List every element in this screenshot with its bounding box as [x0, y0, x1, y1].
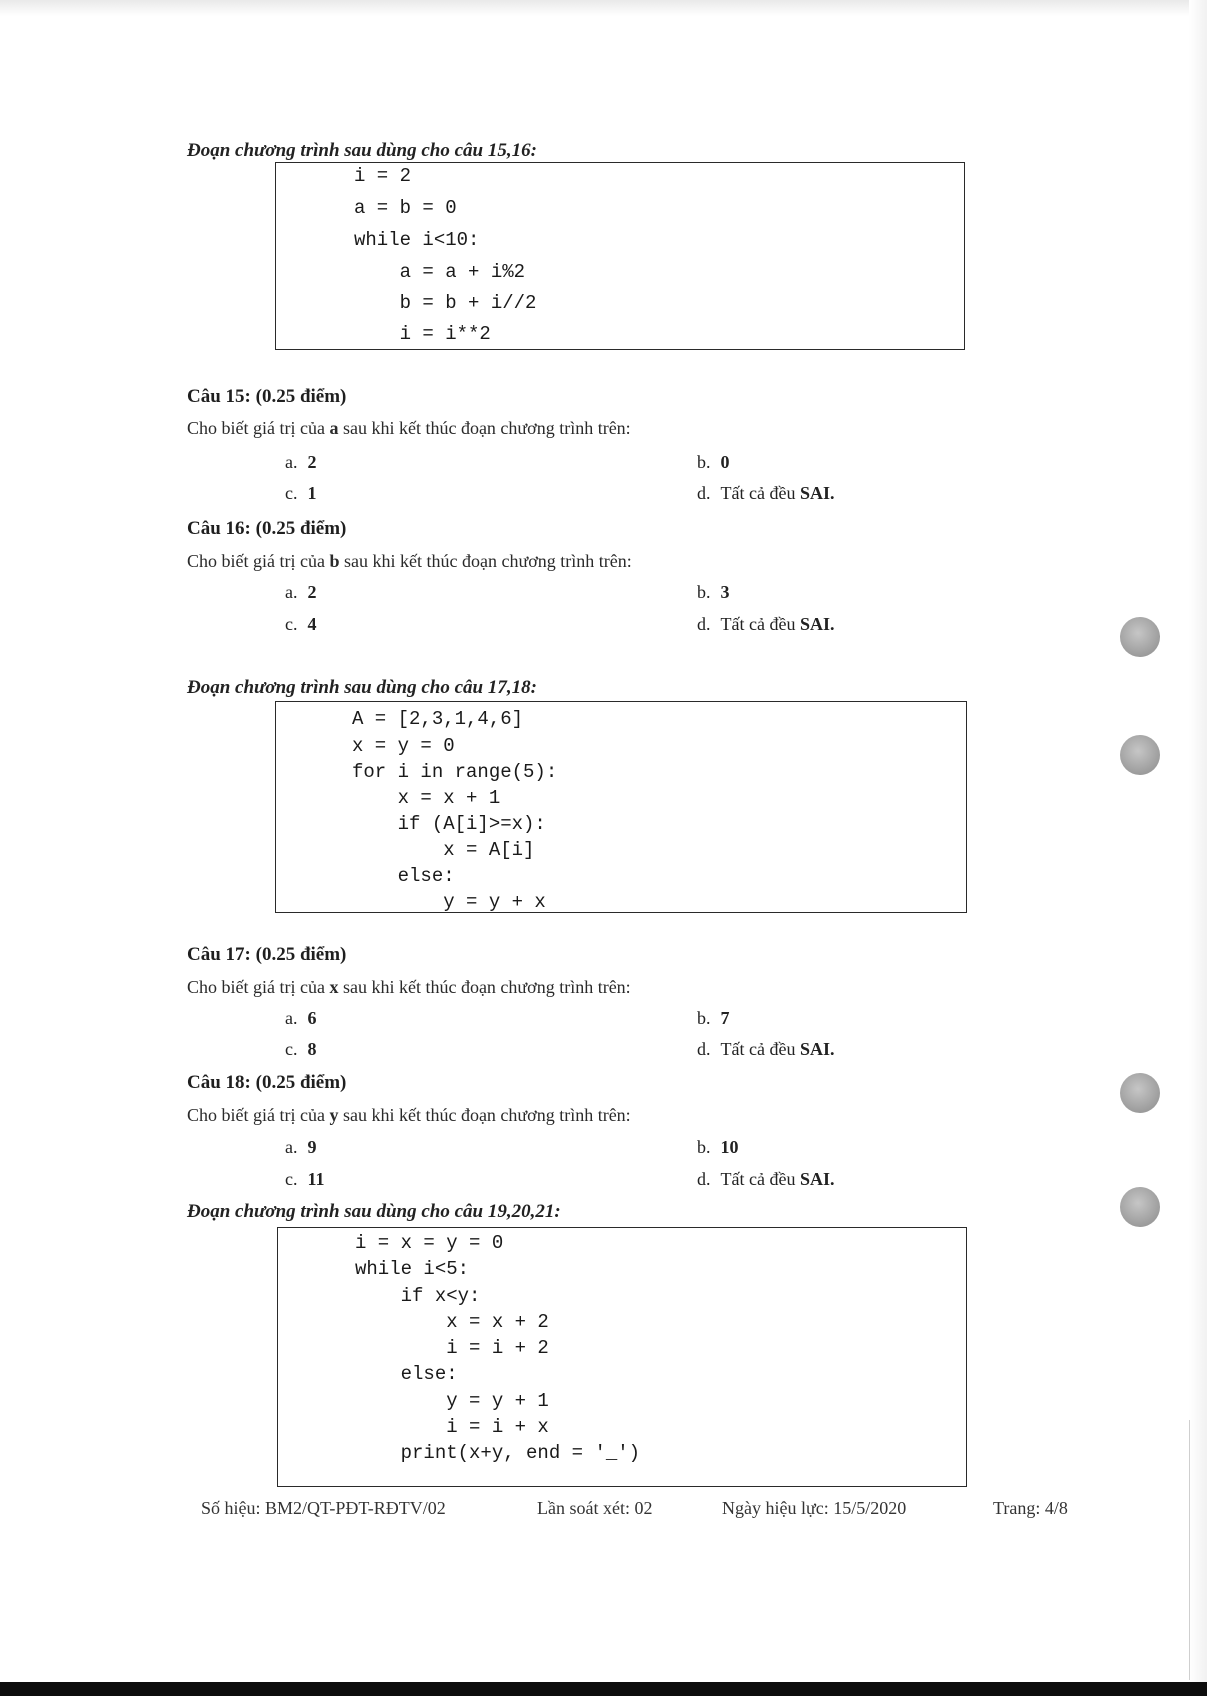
- code-line: print(x+y, end = '_'): [355, 1442, 641, 1464]
- code-line: x = x + 1: [352, 787, 501, 809]
- option-c: c. 11: [285, 1169, 325, 1189]
- code-line: i = x = y = 0: [355, 1232, 504, 1254]
- option-a: a. 6: [285, 1008, 317, 1028]
- question-prompt: Cho biết giá trị của y sau khi kết thúc đoạn chương trình trên:: [187, 1105, 631, 1125]
- option-c: c. 8: [285, 1039, 317, 1059]
- question-prompt: Cho biết giá trị của a sau khi kết thúc đoạn chương trình trên:: [187, 418, 631, 438]
- code-line: a = b = 0: [354, 197, 457, 219]
- scan-bottom-border: [0, 1682, 1207, 1696]
- code-line: while i<5:: [355, 1258, 470, 1280]
- punch-hole: [1120, 735, 1160, 775]
- code-line: i = i + x: [355, 1416, 549, 1438]
- code-line: x = A[i]: [352, 839, 535, 861]
- punch-hole: [1120, 1073, 1160, 1113]
- question-title: Câu 16: (0.25 điểm): [187, 518, 347, 539]
- code-line: x = y = 0: [352, 735, 455, 757]
- question-title: Câu 17: (0.25 điểm): [187, 944, 347, 965]
- option-b: b. 7: [697, 1008, 730, 1028]
- option-c: c. 4: [285, 614, 317, 634]
- code-line: while i<10:: [354, 229, 480, 251]
- code-box: [277, 1227, 967, 1487]
- punch-hole: [1120, 1187, 1160, 1227]
- footer-effective-date: Ngày hiệu lực: 15/5/2020: [722, 1498, 907, 1518]
- code-line: a = a + i%2: [354, 261, 526, 283]
- code-line: if (A[i]>=x):: [352, 813, 546, 835]
- code-line: i = i + 2: [355, 1337, 549, 1359]
- option-d: d. Tất cả đều SAI.: [697, 614, 835, 634]
- option-c: c. 1: [285, 483, 317, 503]
- option-d: d. Tất cả đều SAI.: [697, 1169, 835, 1189]
- option-a: a. 9: [285, 1137, 317, 1157]
- option-a: a. 2: [285, 452, 317, 472]
- code-line: b = b + i//2: [354, 292, 537, 314]
- code-line: y = y + x: [352, 891, 546, 913]
- option-a: a. 2: [285, 582, 317, 602]
- code-line: if x<y:: [355, 1285, 481, 1307]
- footer-doc-code: Số hiệu: BM2/QT-PĐT-RĐTV/02: [201, 1498, 446, 1518]
- code-box: [275, 701, 967, 913]
- footer-page-number: Trang: 4/8: [993, 1498, 1068, 1518]
- code-line: for i in range(5):: [352, 761, 558, 783]
- code-line: i = 2: [354, 165, 412, 187]
- section-title: Đoạn chương trình sau dùng cho câu 15,16:: [187, 140, 537, 161]
- scan-edge-line: [1189, 1420, 1190, 1680]
- option-d: d. Tất cả đều SAI.: [697, 1039, 835, 1059]
- code-line: y = y + 1: [355, 1390, 549, 1412]
- code-line: else:: [355, 1363, 458, 1385]
- code-line: A = [2,3,1,4,6]: [352, 708, 524, 730]
- code-box: [275, 162, 965, 350]
- scan-top-shadow: [0, 0, 1207, 16]
- option-d: d. Tất cả đều SAI.: [697, 483, 835, 503]
- punch-hole: [1120, 617, 1160, 657]
- code-line: i = i**2: [354, 323, 491, 345]
- option-b: b. 0: [697, 452, 730, 472]
- footer-revision: Lần soát xét: 02: [537, 1498, 653, 1518]
- question-title: Câu 18: (0.25 điểm): [187, 1072, 347, 1093]
- question-prompt: Cho biết giá trị của b sau khi kết thúc đoạn chương trình trên:: [187, 551, 632, 571]
- section-title: Đoạn chương trình sau dùng cho câu 19,20,21:: [187, 1201, 561, 1222]
- code-line: else:: [352, 865, 455, 887]
- scan-right-edge: [1189, 0, 1207, 1696]
- question-title: Câu 15: (0.25 điểm): [187, 386, 347, 407]
- code-line: x = x + 2: [355, 1311, 549, 1333]
- question-prompt: Cho biết giá trị của x sau khi kết thúc đoạn chương trình trên:: [187, 977, 631, 997]
- option-b: b. 10: [697, 1137, 739, 1157]
- section-title: Đoạn chương trình sau dùng cho câu 17,18:: [187, 677, 537, 698]
- option-b: b. 3: [697, 582, 730, 602]
